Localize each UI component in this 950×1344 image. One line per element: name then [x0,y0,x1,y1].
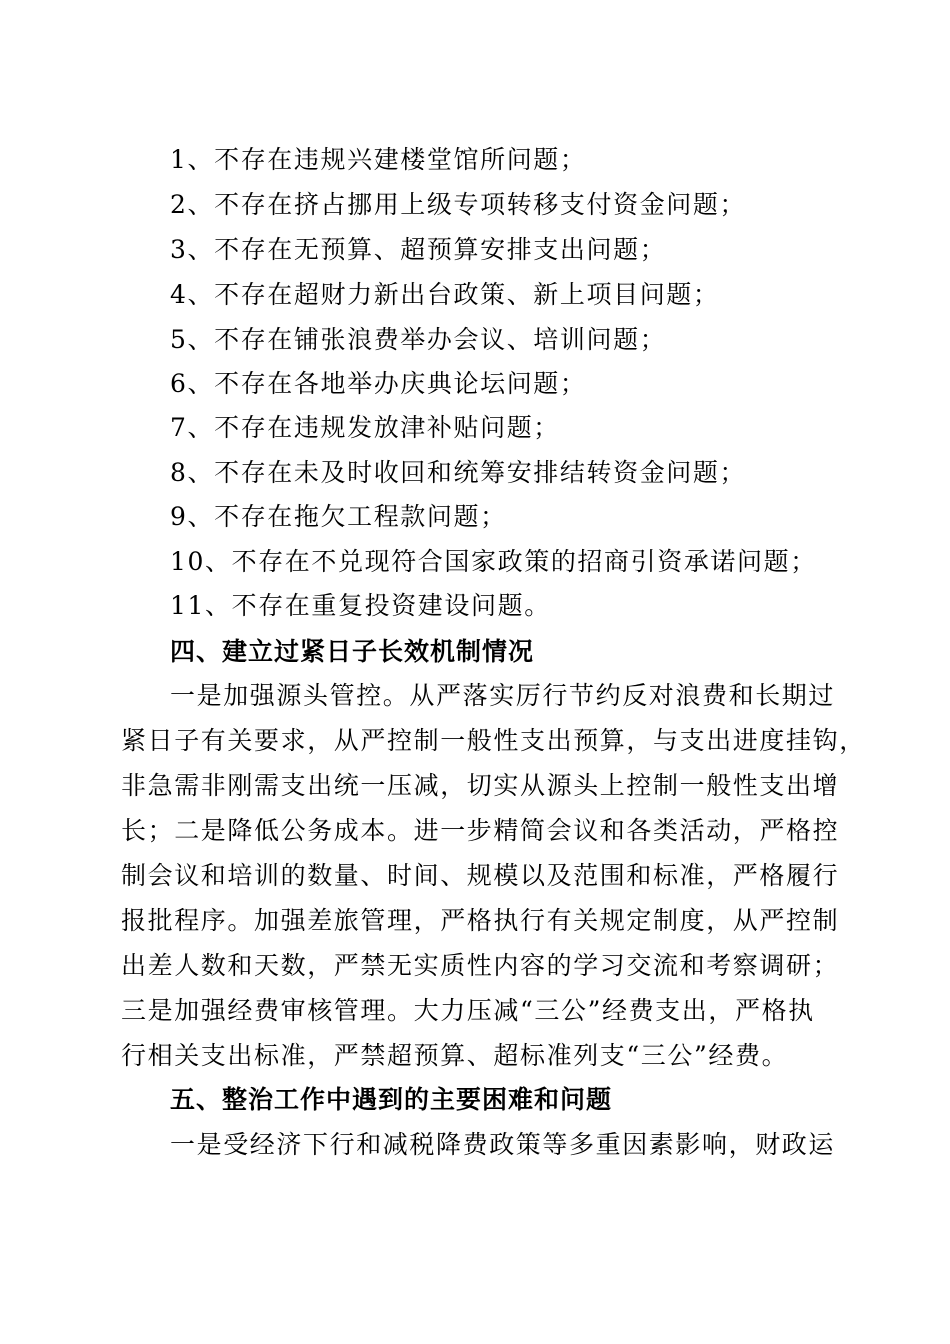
list-item-11: 11、不存在重复投资建设问题。 [170,591,551,620]
section-4-line-6: 报批程序。加强差旅管理，严格执行有关规定制度，从严控制 [121,906,840,935]
section-4-line-1: 一是加强源头管控。从严落实厉行节约反对浪费和长期过 [170,681,836,710]
list-item-1: 1、不存在违规兴建楼堂馆所问题； [170,145,587,174]
section-4-line-5: 制会议和培训的数量、时间、规模以及范围和标准，严格履行 [121,861,840,890]
section-4-line-8: 三是加强经费审核管理。大力压减“三公”经费支出，严格执 [121,996,815,1025]
list-item-3: 3、不存在无预算、超预算安排支出问题； [170,235,667,264]
section-4-heading: 四、建立过紧日子长效机制情况 [170,637,535,666]
section-5-line-1: 一是受经济下行和减税降费政策等多重因素影响，财政运 [170,1130,836,1159]
list-item-4: 4、不存在超财力新出台政策、新上项目问题； [170,280,720,309]
section-4-line-3: 非急需非刚需支出统一压减，切实从源头上控制一般性支出增 [121,771,840,800]
section-4-line-7: 出差人数和天数，严禁无实质性内容的学习交流和考察调研； [121,951,840,980]
section-4-line-2: 紧日子有关要求，从严控制一般性支出预算，与支出进度挂钩， [121,726,866,755]
section-4-line-9: 行相关支出标准，严禁超预算、超标准列支“三公”经费。 [121,1041,789,1070]
list-item-10: 10、不存在不兑现符合国家政策的招商引资承诺问题； [170,547,817,576]
list-item-2: 2、不存在挤占挪用上级专项转移支付资金问题； [170,190,747,219]
list-item-6: 6、不存在各地举办庆典论坛问题； [170,369,587,398]
list-item-7: 7、不存在违规发放津补贴问题； [170,413,560,442]
list-item-5: 5、不存在铺张浪费举办会议、培训问题； [170,325,667,354]
list-item-8: 8、不存在未及时收回和统筹安排结转资金问题； [170,458,747,487]
section-4-line-4: 长；二是降低公务成本。进一步精简会议和各类活动，严格控 [121,816,840,845]
list-item-9: 9、不存在拖欠工程款问题； [170,502,507,531]
section-5-heading: 五、整治工作中遇到的主要困难和问题 [170,1085,613,1114]
